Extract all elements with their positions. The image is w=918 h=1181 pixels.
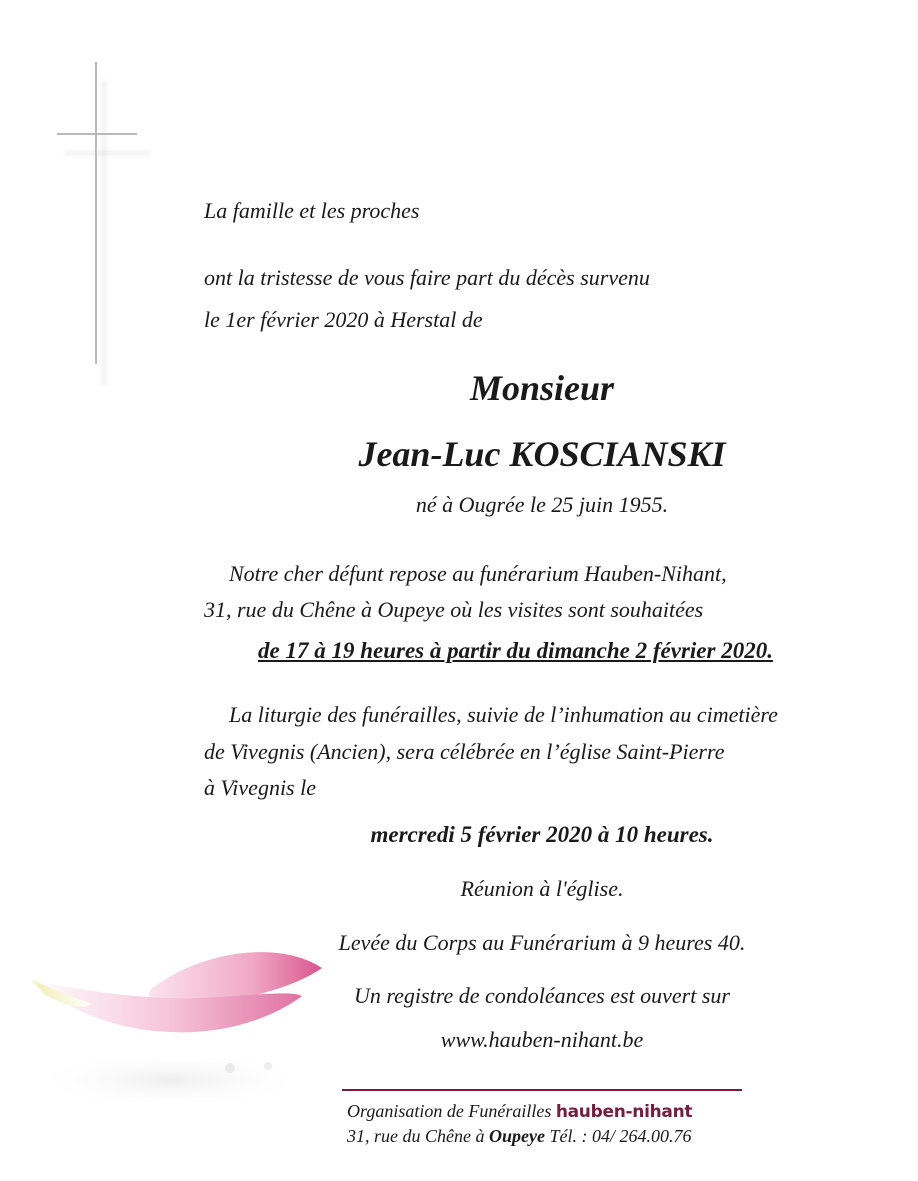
- deceased-name: Jean-Luc KOSCIANSKI: [358, 434, 726, 474]
- visits-line-1: Notre cher défunt repose au funérarium Hauben-Nihant,: [229, 561, 727, 586]
- levee-info: Levée du Corps au Funérarium à 9 heures 40.: [338, 930, 746, 955]
- funeral-date: mercredi 5 février 2020 à 10 heures.: [370, 822, 714, 847]
- intro-line-2: ont la tristesse de vous faire part du décès survenu: [204, 265, 650, 290]
- petal-icon: [20, 930, 340, 1130]
- visits-hours: de 17 à 19 heures à partir du dimanche 2 février 2020.: [258, 638, 773, 663]
- footer-address-prefix: 31, rue du Chêne à: [347, 1126, 485, 1146]
- footer-org-prefix: Organisation de Funérailles: [347, 1101, 552, 1121]
- footer-address: [347, 1125, 691, 1147]
- intro-line-1: La famille et les proches: [204, 198, 420, 223]
- cross-shadow: [101, 80, 107, 385]
- website-link[interactable]: www.hauben-nihant.be: [440, 1027, 644, 1052]
- liturgy-line-3: à Vivegnis le: [204, 775, 316, 800]
- visits-line-2: 31, rue du Chêne à Oupeye où les visites sont souhaitées: [204, 597, 704, 622]
- registry-info: Un registre de condoléances est ouvert sur: [354, 983, 730, 1008]
- brand-logo: hauben-nihant: [555, 1102, 693, 1122]
- intro-line-3: le 1er février 2020 à Herstal de: [204, 307, 483, 332]
- footer-address-town: Oupeye: [488, 1126, 545, 1146]
- footer-organisation: [347, 1100, 692, 1123]
- liturgy-line-1: La liturgie des funérailles, suivie de l’inhumation au cimetière: [229, 702, 778, 727]
- meeting-info: Réunion à l'église.: [460, 876, 624, 901]
- cross-icon: [57, 133, 137, 135]
- footer-divider: [342, 1089, 742, 1091]
- cross-shadow: [64, 150, 150, 156]
- cross-icon: [95, 62, 97, 364]
- footer-phone: Tél. : 04/ 264.00.76: [549, 1126, 692, 1146]
- birth-info: né à Ougrée le 25 juin 1955.: [415, 492, 669, 517]
- liturgy-line-2: de Vivegnis (Ancien), sera célébrée en l’église Saint-Pierre: [204, 739, 725, 764]
- deceased-title: Monsieur: [469, 368, 615, 408]
